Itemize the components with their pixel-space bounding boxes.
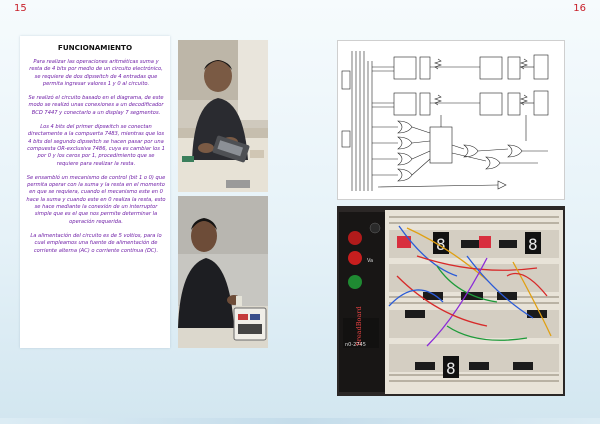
paragraph: Se realizó el circuito basado en el diagrama, de este modo se realizó unas conexiones a un decodificador BCD 7447 y conectarlo a un display 7 segmentos. [28,95,164,116]
breadboard-photo [337,206,565,396]
paragraph: La alimentación del circuito es de 5 voltios, para lo cual empleamos una fuente de alimentación de corriente alterna (AC) o corriente continua (DC). [30,232,162,254]
paragraph: Para realizar las operaciones aritméticas suma y resta de 4 bits por medio de un circuito electrónico, se requiere de dos dipswitch de 4 entradas que permita ingresar valores 1 y 0 al circuito. [29,59,163,87]
body-text [26,59,166,262]
voltage-label: Va [367,258,374,264]
display-digit-1: 8 [436,235,446,254]
section-title: FUNCIONAMIENTO [57,43,133,52]
page-footer-strip [0,418,600,424]
breadboard-photo-image [337,206,565,396]
text-panel [20,36,170,348]
display-digit-2: 8 [528,235,538,254]
breadboard-brand: BreadBoard [355,306,363,346]
page-number-right: 16 [573,3,586,14]
breadboard-model: n0-2745 [345,342,366,348]
paragraph: Se ensambló un mecanismo de control (bit 1 o 0) que permita operar con la suma y la resta en el momento en que se requiera, cuando el mecanismo este en 0 hace la suma y cuando este en 0 realiza la resta, esto se hace mediante la conexión de un interruptor simple que es el que nos permite determinar la operación requerida. [26,174,166,225]
photo-student-assembling [178,40,268,192]
page-number-left: 15 [14,3,27,14]
photo-student-testing [178,196,268,348]
circuit-schematic-image [338,41,564,199]
paragraph: Los 4 bits del primer dipswitch se conectan directamente a la compuerta 7483, mientras que los 4 bits del segundo dipswitch se hacen pasar por una compuesta OR-exclusiva 7486, cuya es cambiar los 1 por 0 y los ceros por 1, procedimiento que se requiere para realizar la resta. [27,124,165,167]
photo-student-testing-image [178,196,268,348]
circuit-schematic [337,40,565,200]
display-digit-3: 8 [446,359,456,378]
photo-student-assembling-image [178,40,268,192]
